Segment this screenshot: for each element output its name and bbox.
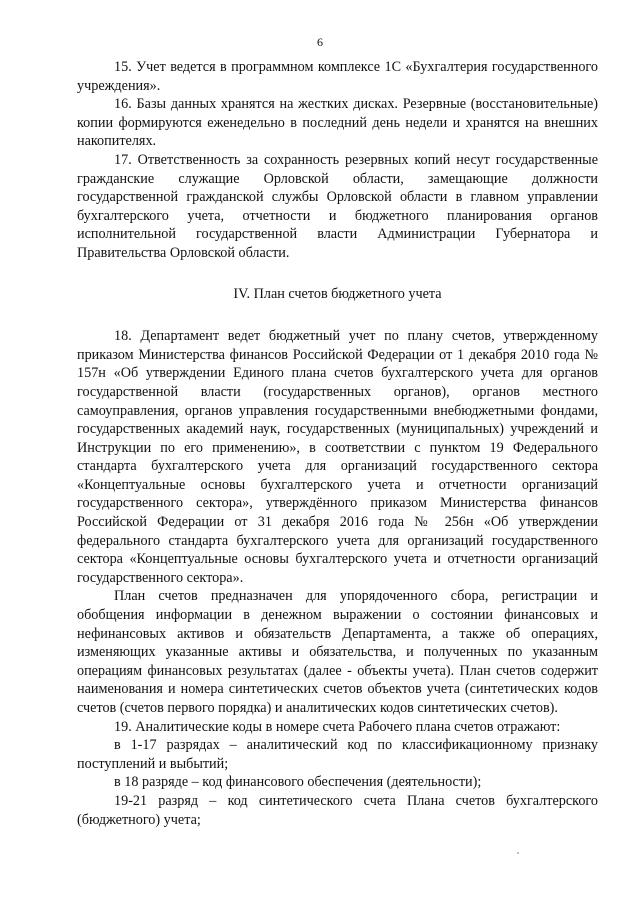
paragraph-15: 15. Учет ведется в программном комплексе 1С «Бухгалтерия государственного учреждения».	[77, 59, 598, 94]
paragraph-16: 16. Базы данных хранятся на жестких дисках. Резервные (восстановительные) копии формируются еженедельно в последний день недели и хранятся на внешних накопителях.	[77, 96, 598, 150]
paragraph-17: 17. Ответственность за сохранность резервных копий несут государственные гражданские служащие Орловской области, замещающие должности государственной гражданской службы Орловской области в главном управлении бухгалтерского учета, отчетности и бюджетного планирования органов исполнительной государственной власти Администрации Губернатора и Правительства Орловской области.	[77, 151, 598, 261]
section-heading: IV. План счетов бюджетного учета	[233, 285, 442, 302]
paragraph-plan-description: План счетов предназначен для упорядоченного сбора, регистрации и обобщения информации в денежном выражении о состоянии финансовых и нефинансовых активов и обязательств Департамента, а также об операциях, изменяющих указанные активы и обязательства, и полученных по указанным операциям финансовых результатах (далее - объекты учета). План счетов содержит наименования и номера синтетических счетов объектов учета (синтетических кодов счетов (счетов первого порядка) и аналитических кодов синтетических счетов).	[77, 588, 598, 716]
list-item-digit-18: в 18 разряде – код финансового обеспечения (деятельности);	[114, 774, 482, 791]
document-body	[77, 58, 598, 829]
list-item-digits-19-21: 19-21 разряд – код синтетического счета Плана счетов бухгалтерского (бюджетного) учета;	[77, 792, 598, 828]
paragraph-18: 18. Департамент ведет бюджетный учет по плану счетов, утвержденному приказом Министерства финансов Российской Федерации от 1 декабря 2010 года № 157н «Об утверждении Единого плана счетов бухгалтерского учета для органов государственной власти (государственных органов), органов местного самоуправления, органов управления государственными внебюджетными фондами, государственных академий наук, государственных (муниципальных) учреждений и Инструкции по его применению», в соответствии с пунктом 19 Федерального стандарта бухгалтерского учета для организаций государственного сектора «Концептуальные основы бухгалтерского учета и отчетности организаций государственного сектора», утверждённого приказом Министерства финансов Российской Федерации от 31 декабря 2016 года № 256н «Об утверждении федерального стандарта бухгалтерского учета для организаций государственного сектора «Концептуальные основы бухгалтерского учета и отчетности организаций государственного сектора».	[77, 328, 598, 586]
scan-speck	[517, 852, 519, 854]
page-number: 6	[317, 35, 323, 49]
list-item-digits-1-17: в 1-17 разрядах – аналитический код по классификационному признаку поступлений и выбытий;	[77, 737, 598, 772]
paragraph-19: 19. Аналитические коды в номере счета Рабочего плана счетов отражают:	[114, 718, 561, 735]
